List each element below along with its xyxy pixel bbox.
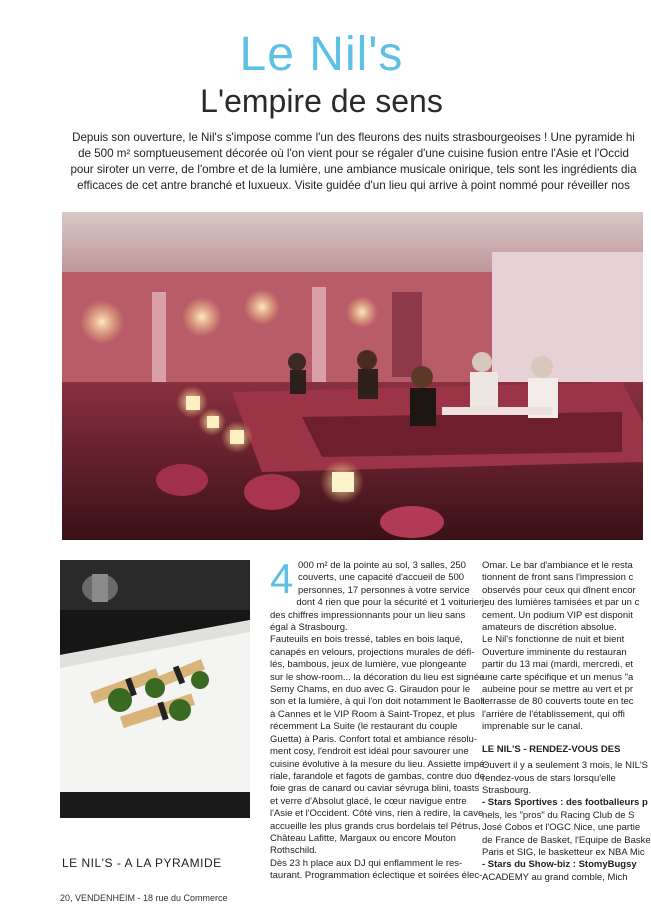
column-line: riale, farandole et fagots de gambas, contre duo de xyxy=(270,770,485,782)
column-line: Rothschild. xyxy=(270,845,317,857)
column-line: récemment La Suite (le restaurant du couple xyxy=(270,721,458,733)
column-line: foie gras de canard ou caviar sévruga blini, toasts xyxy=(270,783,480,795)
column-line: Guetta) à Paris. Confort total et ambiance résolu- xyxy=(270,733,477,745)
column-line: canapés en velours, projections murales de défi- xyxy=(270,646,475,658)
column-line: à Cannes et le VIP Room à Saint-Tropez, et plus xyxy=(270,708,475,720)
column-line: de France de Basket, l'Equipe de Baske xyxy=(482,834,651,846)
restaurant-interior-illustration xyxy=(62,212,643,540)
column-line: l'arrière de l'établissement, qui offi xyxy=(482,708,625,720)
column-line: et verre d'Absolut glacé, le cœur navigue entre xyxy=(270,795,467,807)
address-footer: 20, VENDENHEIM - 18 rue du Commerce xyxy=(60,893,228,903)
column-line: cuisine évolutive à la mesure du lieu. Assiette impé- xyxy=(270,758,488,770)
article-subtitle: L'empire de sens xyxy=(200,83,443,119)
restaurant-interior-photo xyxy=(62,212,643,540)
column-line: taurant. Programmation éclectique et soirées élec- xyxy=(270,870,483,882)
column-line: amateurs de discrétion absolue. xyxy=(482,622,617,634)
column-line: Le Nil's fonctionne de nuit et bient xyxy=(482,634,625,646)
column-line: des chiffres impressionnants pour un lieu sans xyxy=(270,609,466,621)
column-line: - Stars du Show-biz : StomyBugsy xyxy=(482,859,637,871)
column-line: Strasbourg. xyxy=(482,784,532,796)
column-line: Omar. Le bar d'ambiance et le resta xyxy=(482,560,633,571)
column-line: Château Lafitte, Margaux ou encore Mouton xyxy=(270,832,456,844)
column-line: Paris et SIG, le basketteur ex NBA Mic xyxy=(482,846,645,858)
article-title: Le Nil's xyxy=(239,28,404,81)
column-line: Fauteuils en bois tressé, tables en bois laqué, xyxy=(270,634,463,646)
column-line: jeu des lumières tamisées et par un c xyxy=(482,597,640,609)
column-line: égal à Strasbourg. xyxy=(270,622,348,634)
column-line: terrasse de 80 couverts toute en tec xyxy=(482,696,634,708)
article-column-right xyxy=(482,560,651,905)
column-line: rendez-vous de stars lorsqu'elle xyxy=(482,772,616,784)
intro-paragraph xyxy=(64,130,643,210)
column-line: son et la lumière, à qui l'on doit notamment le Baoli xyxy=(270,696,485,708)
column-line: 000 m² de la pointe au sol, 3 salles, 250 xyxy=(298,560,466,571)
column-line: ACADEMY au grand comble, Mich xyxy=(482,871,628,883)
column-line: imprenable sur le canal. xyxy=(482,721,583,733)
drop-cap: 4 xyxy=(270,555,294,602)
column-line: accueille les plus grands crus bordelais tel Pétrus, xyxy=(270,820,481,832)
article-column-middle xyxy=(270,555,490,905)
intro-line: de 500 m² somptueusement décorée où l'on vient pour se régaler d'une cuisine fusion entre l'Asie et l'Occid xyxy=(78,147,629,160)
column-line: partir du 13 mai (mardi, mercredi, et xyxy=(482,659,633,671)
column-line: nels, les "pros" du Racing Club de S xyxy=(482,809,635,821)
intro-line: pour siroter un verre, de l'ombre et de la lumière, une ambiance musicale onirique, tels sont les ingrédients dia xyxy=(70,163,637,176)
dish-photo xyxy=(60,560,250,818)
column-line: José Cobos et l'OGC Nice, une partie xyxy=(482,822,641,834)
section-heading: LE NIL'S - RENDEZ-VOUS DES xyxy=(482,743,621,755)
column-line: aubeine pour se mettre au vert et pr xyxy=(482,684,634,696)
column-line: dont 4 rien que pour la sécurité et 1 voiturier... xyxy=(296,597,490,609)
column-line: cement. Un podium VIP est disponit xyxy=(482,609,633,621)
column-line: Semy Chams, en duo avec G. Giraudon pour le xyxy=(270,684,471,696)
column-line: Ouverture imminente du restauran xyxy=(482,646,627,658)
column-line: une carte spécifique et un menus "a xyxy=(482,671,634,683)
column-line: sur le show-room... la décoration du lieu est signée xyxy=(270,671,485,683)
column-line: observés pour ceux qui dînent encor xyxy=(482,584,636,596)
intro-line: efficaces de cet antre branché et luxueux. Visite guidée d'un lieu qui arrive à point nommé pour réveiller nos xyxy=(77,179,630,192)
photo-caption: LE NIL'S - A LA PYRAMIDE xyxy=(62,856,222,870)
column-line: l'Asie et l'Occident. Côté vins, rien à redire, la cave xyxy=(270,808,484,820)
column-line: couverts, une capacité d'accueil de 500 xyxy=(298,572,465,584)
column-line: personnes, 17 personnes à votre service xyxy=(298,584,470,596)
column-line: ment cosy, l'endroit est idéal pour savourer une xyxy=(270,746,469,758)
column-line: Dès 23 h place aux DJ qui enflamment le res- xyxy=(270,857,463,869)
dish-illustration xyxy=(60,560,250,818)
column-line: lés, bambous, jeux de lumière, vue plongeante xyxy=(270,659,467,671)
intro-line: Depuis son ouverture, le Nil's s'impose comme l'un des fleurons des nuits strasbourgeoises ! Une pyramide hi xyxy=(72,131,635,144)
column-line: tionnent de front sans l'impression c xyxy=(482,572,634,584)
column-line: - Stars Sportives : des footballeurs p xyxy=(482,797,648,809)
column-line: Ouvert il y a seulement 3 mois, le NIL'S xyxy=(482,760,649,772)
